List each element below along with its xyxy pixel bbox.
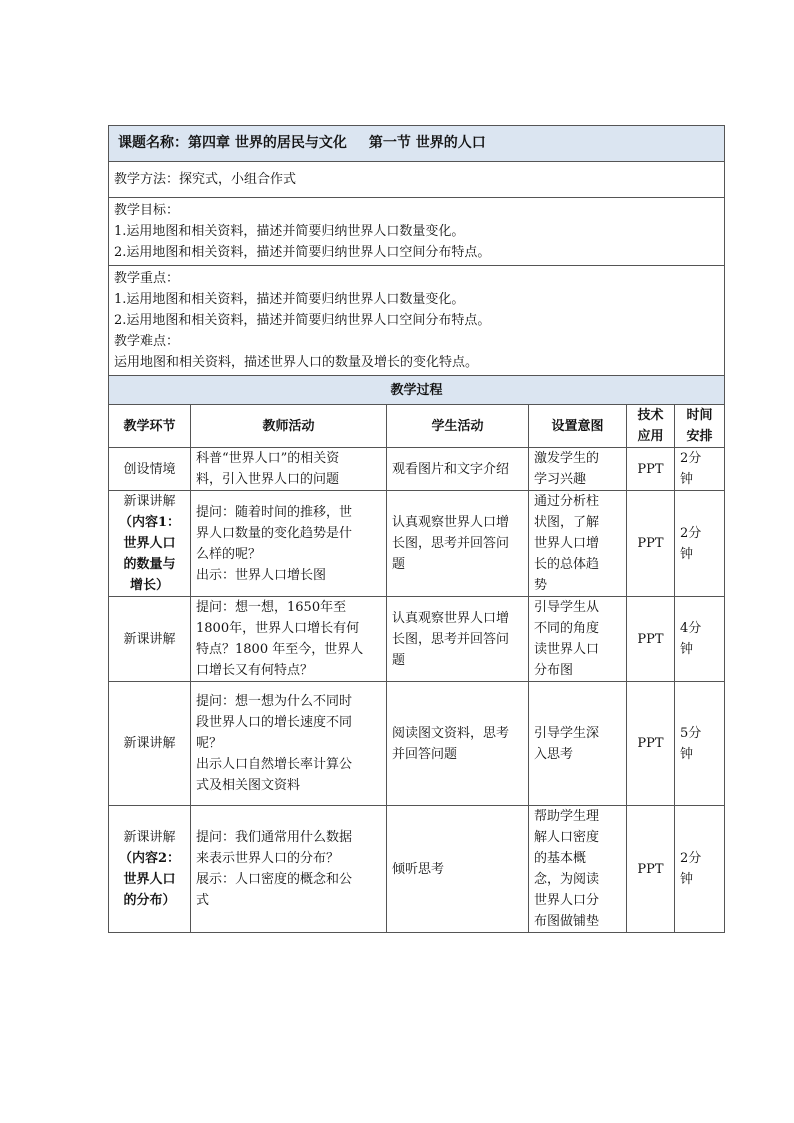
column-header: 时间安排 xyxy=(675,405,725,448)
teacher-activity-cell-line: 口增长又有何特点？ xyxy=(196,663,314,678)
stage-cell xyxy=(109,682,191,806)
intent-cell-line: 引导学生从 xyxy=(534,600,600,615)
tech-cell-line: PPT xyxy=(637,736,664,751)
intent-cell-line: 的基本概 xyxy=(534,851,587,866)
column-header: 教学环节 xyxy=(109,405,191,448)
intent-cell xyxy=(529,806,627,933)
time-cell xyxy=(675,491,725,597)
stage-cell-line: 世界人口 xyxy=(123,536,176,551)
process-row xyxy=(109,491,725,597)
intent-cell-line: 世界人口分 xyxy=(534,893,600,908)
intent-cell-line: 激发学生的 xyxy=(534,451,600,466)
time-cell xyxy=(675,682,725,806)
title-section: 第一节 世界的人口 xyxy=(368,135,486,151)
goals-heading: 教学目标： xyxy=(114,203,180,218)
intent-cell-line: 世界人口增 xyxy=(534,536,600,551)
teacher-activity-cell-line: 出示人口自然增长率计算公 xyxy=(196,757,353,772)
stage-cell-line: 的分布） xyxy=(123,893,176,908)
student-activity-cell-line: 长图，思考并回答问 xyxy=(392,631,510,647)
student-activity-cell-line: 长图，思考并回答问 xyxy=(392,536,510,551)
intent-cell-line: 读世界人口 xyxy=(534,642,600,657)
stage-cell-line: （内容2： xyxy=(118,851,181,866)
student-activity-cell-line: 认真观察世界人口增 xyxy=(392,515,510,530)
time-cell-line: 钟 xyxy=(680,472,694,487)
teacher-activity-cell-line: 特点？1800 年至今，世界人 xyxy=(196,642,364,657)
stage-cell-line: 增长） xyxy=(129,578,169,593)
stage-cell-line: 新课讲解 xyxy=(123,736,176,751)
tech-cell xyxy=(627,806,675,933)
student-activity-cell-line: 并回答问题 xyxy=(392,746,458,762)
column-header: 技术应用 xyxy=(627,405,675,448)
intent-cell-line: 分布图 xyxy=(534,663,574,678)
lesson-plan-table xyxy=(108,125,725,933)
lesson-title xyxy=(109,126,725,162)
teacher-activity-cell-line: 科普“世界人口”的相关资 xyxy=(196,451,340,466)
time-cell xyxy=(675,597,725,682)
tech-cell xyxy=(627,597,675,682)
teacher-activity-cell-line: 呢？ xyxy=(196,736,223,751)
stage-cell xyxy=(109,806,191,933)
teacher-activity-cell-line: 提问：想一想为什么不同时 xyxy=(196,694,353,709)
teacher-activity-cell xyxy=(191,806,387,933)
time-cell xyxy=(675,448,725,491)
keypoints-heading: 教学重点： xyxy=(114,271,180,286)
time-cell xyxy=(675,806,725,933)
teacher-activity-cell-line: 提问：想一想，1650年至 xyxy=(196,600,347,615)
stage-cell-line: 世界人口 xyxy=(123,872,176,887)
teacher-activity-cell-line: 提问：随着时间的推移，世 xyxy=(196,504,353,520)
teacher-activity-cell-line: 来表示世界人口的分布？ xyxy=(196,851,340,866)
student-activity-cell-line: 观看图片和文字介绍 xyxy=(392,461,510,477)
stage-cell-line: 新课讲解 xyxy=(123,631,176,647)
teaching-keypoints xyxy=(109,266,725,376)
teacher-activity-cell xyxy=(191,448,387,491)
teacher-activity-cell-line: 界人口数量的变化趋势是什 xyxy=(196,525,353,541)
teacher-activity-cell xyxy=(191,682,387,806)
keypoint-item: 2.运用地图和相关资料，描述并简要归纳世界人口空间分布特点。 xyxy=(114,313,491,328)
student-activity-cell-line: 倾听思考 xyxy=(392,861,445,877)
title-row xyxy=(109,126,725,162)
goal-item: 2.运用地图和相关资料，描述并简要归纳世界人口空间分布特点。 xyxy=(114,245,491,260)
student-activity-cell-line: 题 xyxy=(392,652,406,668)
student-activity-cell xyxy=(387,806,529,933)
column-header: 设置意图 xyxy=(529,405,627,448)
process-rows xyxy=(109,448,725,933)
intent-cell xyxy=(529,597,627,682)
student-activity-cell-line: 认真观察世界人口增 xyxy=(392,610,510,626)
intent-cell-line: 引导学生深 xyxy=(534,725,600,741)
process-row xyxy=(109,806,725,933)
keypoints-row xyxy=(109,266,725,376)
intent-cell-line: 学习兴趣 xyxy=(534,472,587,487)
process-row xyxy=(109,682,725,806)
student-activity-cell xyxy=(387,491,529,597)
stage-cell-line: 新课讲解 xyxy=(123,494,176,509)
teacher-activity-cell-line: 式 xyxy=(196,893,210,908)
student-activity-cell-line: 阅读图文资料，思考 xyxy=(392,725,510,741)
teaching-goals xyxy=(109,198,725,266)
student-activity-cell xyxy=(387,448,529,491)
teacher-activity-cell-line: 出示：世界人口增长图 xyxy=(196,567,327,583)
student-activity-cell-line: 题 xyxy=(392,557,406,572)
teacher-activity-cell-line: 提问：我们通常用什么数据 xyxy=(196,830,353,845)
time-cell-line: 钟 xyxy=(680,872,694,887)
teacher-activity-cell-line: 1800年，世界人口增长有何 xyxy=(196,621,360,636)
stage-cell-line: （内容1： xyxy=(118,515,181,530)
time-cell-line: 4分 xyxy=(680,621,702,636)
process-title-row xyxy=(109,376,725,405)
intent-cell-line: 入思考 xyxy=(534,746,574,762)
tech-cell-line: PPT xyxy=(637,461,664,477)
stage-cell-line: 的数量与 xyxy=(123,557,176,572)
column-header: 学生活动 xyxy=(387,405,529,448)
teacher-activity-cell-line: 式及相关图文资料 xyxy=(196,778,301,793)
time-cell-line: 2分 xyxy=(680,525,702,541)
intent-cell-line: 不同的角度 xyxy=(534,621,600,636)
teacher-activity-cell-line: 么样的呢？ xyxy=(196,546,262,562)
teaching-method: 教学方法：探究式，小组合作式 xyxy=(109,162,725,198)
stage-cell xyxy=(109,491,191,597)
time-cell-line: 2分 xyxy=(680,851,702,866)
teacher-activity-cell-line: 展示：人口密度的概念和公 xyxy=(196,872,353,887)
tech-cell xyxy=(627,448,675,491)
stage-cell xyxy=(109,448,191,491)
time-cell-line: 钟 xyxy=(680,642,694,657)
student-activity-cell xyxy=(387,597,529,682)
intent-cell-line: 念，为阅读 xyxy=(534,872,600,887)
stage-cell xyxy=(109,597,191,682)
intent-cell-line: 状图，了解 xyxy=(534,515,600,530)
tech-cell-line: PPT xyxy=(637,631,664,647)
intent-cell-line: 长的总体趋 xyxy=(534,557,600,572)
difficulty-text: 运用地图和相关资料，描述世界人口的数量及增长的变化特点。 xyxy=(114,355,479,370)
difficulty-heading: 教学难点： xyxy=(114,334,180,349)
time-cell-line: 钟 xyxy=(680,746,694,762)
teacher-activity-cell xyxy=(191,491,387,597)
process-row xyxy=(109,448,725,491)
intent-cell xyxy=(529,448,627,491)
teacher-activity-cell-line: 料，引入世界人口的问题 xyxy=(196,472,340,487)
teacher-activity-cell-line: 段世界人口的增长速度不同 xyxy=(196,715,353,730)
column-header: 教师活动 xyxy=(191,405,387,448)
stage-cell-line: 创设情境 xyxy=(123,461,176,477)
stage-cell-line: 新课讲解 xyxy=(123,830,176,845)
method-row xyxy=(109,162,725,198)
tech-cell xyxy=(627,491,675,597)
intent-cell-line: 帮助学生理 xyxy=(534,809,600,824)
intent-cell xyxy=(529,491,627,597)
goals-row xyxy=(109,198,725,266)
tech-cell-line: PPT xyxy=(637,861,664,877)
title-chapter: 第四章 世界的居民与文化 xyxy=(188,135,347,151)
intent-cell-line: 解人口密度 xyxy=(534,830,600,845)
time-cell-line: 2分 xyxy=(680,451,702,466)
time-cell-line: 钟 xyxy=(680,546,694,562)
intent-cell-line: 布图做铺垫 xyxy=(534,914,600,929)
keypoint-item: 1.运用地图和相关资料，描述并简要归纳世界人口数量变化。 xyxy=(114,292,465,307)
goal-item: 1.运用地图和相关资料，描述并简要归纳世界人口数量变化。 xyxy=(114,224,465,239)
process-title: 教学过程 xyxy=(109,376,725,405)
process-row xyxy=(109,597,725,682)
tech-cell xyxy=(627,682,675,806)
student-activity-cell xyxy=(387,682,529,806)
teacher-activity-cell xyxy=(191,597,387,682)
title-label: 课题名称： xyxy=(118,135,188,151)
tech-cell-line: PPT xyxy=(637,536,664,551)
column-header-row xyxy=(109,405,725,448)
intent-cell xyxy=(529,682,627,806)
intent-cell-line: 势 xyxy=(534,578,548,593)
time-cell-line: 5分 xyxy=(680,725,702,741)
intent-cell-line: 通过分析柱 xyxy=(534,494,600,509)
